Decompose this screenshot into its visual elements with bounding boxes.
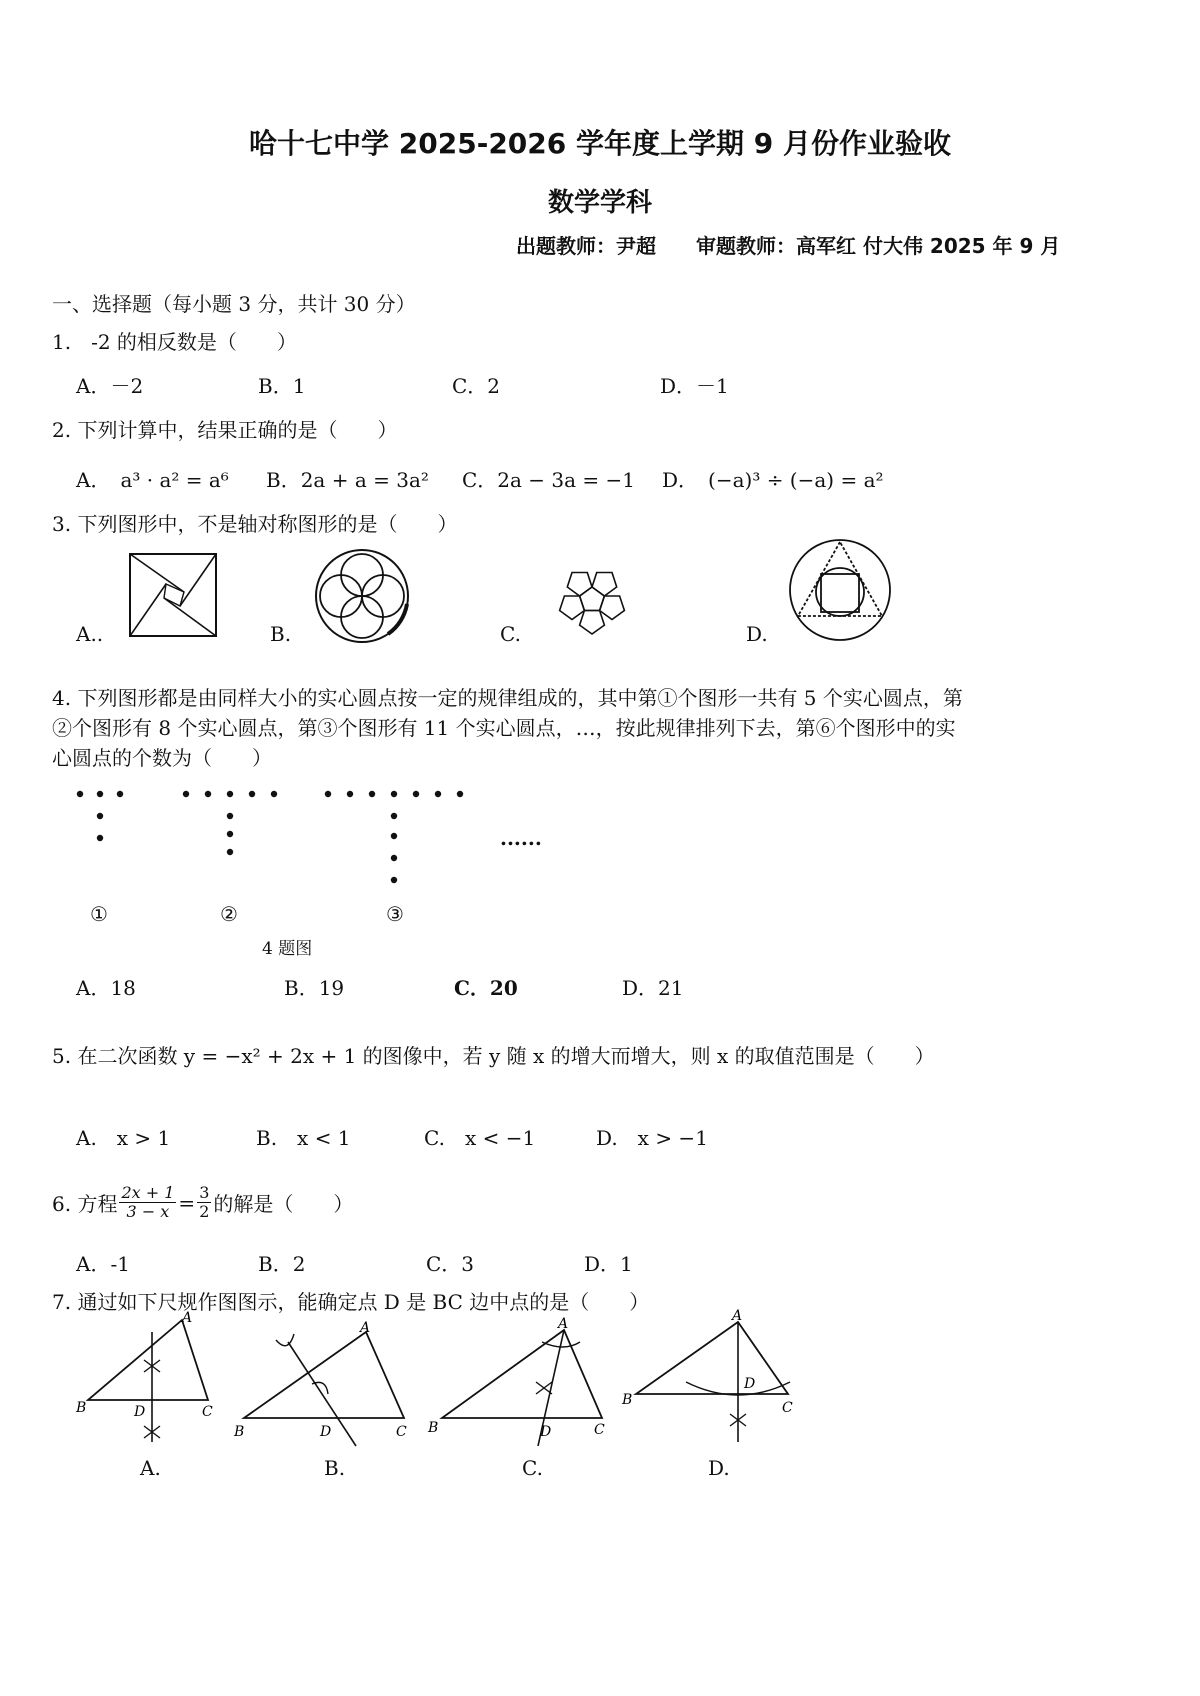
dot bbox=[205, 791, 211, 797]
q4-figure-label-3: ③ bbox=[386, 902, 404, 926]
q7d-label-d: D bbox=[744, 1376, 756, 1392]
q6-option-a: A．-1 bbox=[76, 1252, 130, 1276]
q6-option-d: D．1 bbox=[584, 1252, 633, 1276]
q5-option-c: C. x < −1 bbox=[424, 1126, 536, 1150]
dot bbox=[227, 791, 233, 797]
q6-option-b: B．2 bbox=[258, 1252, 306, 1276]
q7-figure-a bbox=[74, 1312, 234, 1452]
q4-option-a: A．18 bbox=[76, 976, 136, 1000]
pentagon-shape bbox=[592, 573, 617, 597]
q5-option-d: D. x > −1 bbox=[596, 1126, 708, 1150]
q5-option-b: B. x < 1 bbox=[256, 1126, 351, 1150]
dot bbox=[77, 791, 83, 797]
q4-ellipsis: ...... bbox=[500, 826, 542, 850]
q2-option-d: D． (−a)³ ÷ (−a) = a² bbox=[662, 468, 884, 492]
dot bbox=[183, 791, 189, 797]
q7b-label-d: D bbox=[320, 1424, 332, 1440]
q6-equals: = bbox=[178, 1190, 196, 1215]
dot bbox=[97, 835, 103, 841]
dot bbox=[435, 791, 441, 797]
q7-option-b: B. bbox=[324, 1456, 346, 1480]
q4-dot-figures bbox=[60, 780, 540, 900]
q4-figure-label-2: ② bbox=[220, 902, 238, 926]
dot bbox=[97, 813, 103, 819]
q5-option-a: A. x > 1 bbox=[76, 1126, 171, 1150]
q7a-label-b: B bbox=[76, 1400, 87, 1416]
question-1-stem: 1. -2 的相反数是（ ） bbox=[52, 330, 297, 354]
pentagon-shape bbox=[560, 596, 585, 620]
q6-fraction-right bbox=[197, 1184, 211, 1221]
q4-option-c: C．20 bbox=[454, 976, 518, 1000]
q4-caption: 4 题图 bbox=[262, 939, 313, 959]
q3-figure-b bbox=[314, 548, 410, 644]
question-6-stem bbox=[52, 1184, 353, 1221]
q1-option-b: B．1 bbox=[258, 374, 306, 398]
question-4-stem-line-3: 心圆点的个数为（ ） bbox=[52, 746, 272, 770]
dot bbox=[325, 791, 331, 797]
q4-option-b: B．19 bbox=[284, 976, 345, 1000]
dot bbox=[391, 855, 397, 861]
q7-option-a: A. bbox=[140, 1456, 161, 1480]
question-4-stem-line-1: 4. 下列图形都是由同样大小的实心圆点按一定的规律组成的，其中第①个图形一共有 5 个实心圆点，第 bbox=[52, 686, 963, 710]
pentagon-shape bbox=[567, 573, 592, 597]
dot bbox=[227, 813, 233, 819]
dot bbox=[271, 791, 277, 797]
q6-stem-prefix: 6. 方程 bbox=[52, 1192, 118, 1216]
q1-option-a: A．－2 bbox=[76, 374, 144, 398]
q3-option-a: A.. bbox=[76, 622, 104, 646]
q7d-label-a: A bbox=[732, 1308, 743, 1324]
dot bbox=[117, 791, 123, 797]
q3-option-b: B. bbox=[270, 622, 292, 646]
q4-option-d: D．21 bbox=[622, 976, 684, 1000]
question-7-stem: 7. 通过如下尺规作图图示，能确定点 D 是 BC 边中点的是（ ） bbox=[52, 1290, 650, 1314]
q6-fraction-left bbox=[119, 1184, 176, 1221]
q3-figure-c bbox=[542, 556, 642, 646]
question-4-stem-line-2: ②个图形有 8 个实心圆点，第③个图形有 11 个实心圆点，…，按此规律排列下去，第⑥个图形中的实 bbox=[52, 716, 956, 740]
q1-option-d: D．－1 bbox=[660, 374, 729, 398]
teacher-info: 出题教师：尹超 审题教师：高军红 付大伟 2025 年 9 月 bbox=[516, 234, 1061, 258]
dot bbox=[227, 849, 233, 855]
question-5-stem: 5. 在二次函数 y = −x² + 2x + 1 的图像中，若 y 随 x 的增大而增大，则 x 的取值范围是（ ） bbox=[52, 1044, 935, 1068]
dot bbox=[391, 877, 397, 883]
pentagon-shape bbox=[580, 611, 605, 635]
dot bbox=[227, 831, 233, 837]
dot bbox=[97, 791, 103, 797]
q7c-label-d: D bbox=[540, 1424, 552, 1440]
dot bbox=[413, 791, 419, 797]
q7-figure-c bbox=[424, 1312, 614, 1452]
q6-stem-suffix: 的解是（ ） bbox=[213, 1192, 354, 1216]
question-2-stem: 2. 下列计算中，结果正确的是（ ） bbox=[52, 418, 398, 442]
q7a-label-c: C bbox=[202, 1404, 213, 1420]
dot bbox=[391, 833, 397, 839]
dot bbox=[391, 791, 397, 797]
question-3-stem: 3. 下列图形中，不是轴对称图形的是（ ） bbox=[52, 512, 458, 536]
q7a-label-d: D bbox=[134, 1404, 146, 1420]
pentagon-shape bbox=[600, 596, 625, 620]
q2-option-b: B．2a + a = 3a² bbox=[266, 468, 429, 492]
dot bbox=[347, 791, 353, 797]
q7a-label-a: A bbox=[182, 1310, 193, 1326]
q7-option-c: C. bbox=[522, 1456, 543, 1480]
q7-option-d: D. bbox=[708, 1456, 730, 1480]
section-heading: 一、选择题（每小题 3 分，共计 30 分） bbox=[52, 292, 416, 316]
q6-option-c: C．3 bbox=[426, 1252, 475, 1276]
q7-figure-b bbox=[232, 1312, 422, 1452]
q2-option-a: A． a³ · a² = a⁶ bbox=[76, 468, 229, 492]
q7-figure-d bbox=[620, 1308, 820, 1448]
q7c-label-a: A bbox=[558, 1316, 569, 1332]
dot bbox=[457, 791, 463, 797]
q7c-label-b: B bbox=[428, 1420, 439, 1436]
q6-frac-left-den: 3 − x bbox=[126, 1202, 170, 1221]
q3-figure-d bbox=[788, 538, 892, 642]
q3-figure-a bbox=[128, 552, 218, 638]
q7b-label-c: C bbox=[396, 1424, 407, 1440]
q6-frac-right-num: 3 bbox=[199, 1183, 210, 1202]
page-title: 哈十七中学 2025-2026 学年度上学期 9 月份作业验收 bbox=[249, 127, 951, 160]
page-subtitle: 数学学科 bbox=[547, 188, 652, 218]
dot bbox=[249, 791, 255, 797]
q6-frac-left-num: 2x + 1 bbox=[121, 1183, 175, 1202]
q4-figure-label-1: ① bbox=[90, 902, 108, 926]
dot bbox=[369, 791, 375, 797]
q7d-label-b: B bbox=[622, 1392, 633, 1408]
q1-option-c: C．2 bbox=[452, 374, 501, 398]
dot bbox=[391, 813, 397, 819]
q7b-label-a: A bbox=[360, 1320, 371, 1336]
q6-frac-right-den: 2 bbox=[199, 1202, 210, 1221]
q2-option-c: C．2a − 3a = −1 bbox=[462, 468, 636, 492]
q7d-label-c: C bbox=[782, 1400, 793, 1416]
q7b-label-b: B bbox=[234, 1424, 245, 1440]
q3-option-c: C. bbox=[500, 622, 521, 646]
q7c-label-c: C bbox=[594, 1422, 605, 1438]
q3-option-d: D. bbox=[746, 622, 768, 646]
